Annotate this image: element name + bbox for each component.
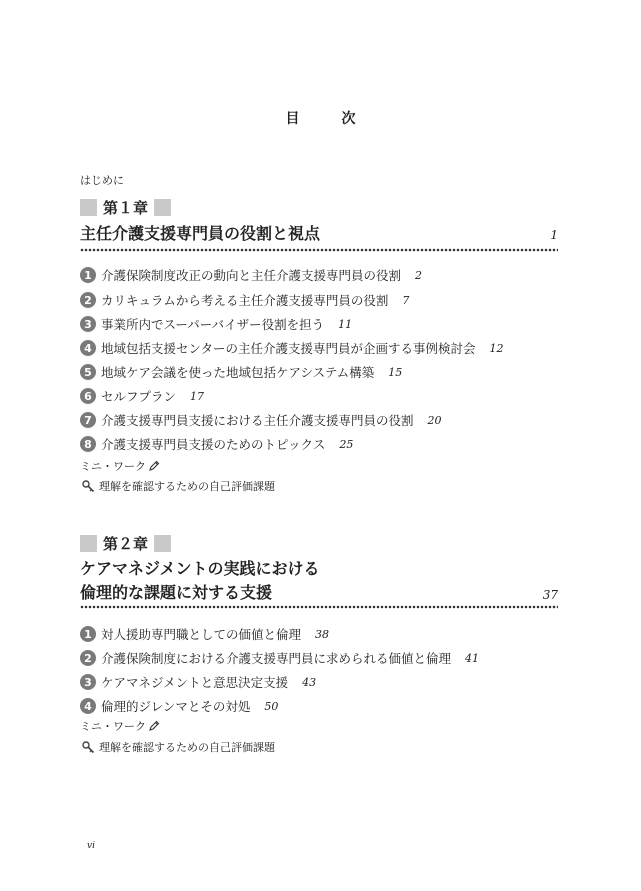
toc-entry[interactable]: [80, 624, 329, 644]
entry-page: 7: [402, 293, 410, 307]
entry-text: 対人援助専門職としての価値と倫理: [101, 627, 302, 642]
entry-page: 25: [339, 437, 354, 451]
number-badge: 4: [80, 340, 96, 356]
pencil-icon: [148, 460, 160, 472]
toc-entry[interactable]: [80, 410, 442, 430]
entry-text: 介護支援専門員支援のためのトピックス: [101, 437, 326, 452]
entry-page: 12: [489, 341, 504, 355]
key-icon: [82, 480, 95, 493]
number-badge: 2: [80, 292, 96, 308]
entry-page: 43: [302, 675, 317, 689]
chapter-1-title[interactable]: 主任介護支援専門員の役割と視点: [80, 224, 321, 243]
number-badge: 7: [80, 412, 96, 428]
number-badge: 5: [80, 364, 96, 380]
chapter-2-page: 37: [542, 588, 558, 602]
toc-entry[interactable]: [80, 290, 409, 310]
toc-entry[interactable]: [80, 362, 402, 382]
page-number: vi: [87, 841, 95, 851]
entry-page: 15: [388, 365, 403, 379]
entry-text: 介護保険制度改正の動向と主任介護支援専門員の役割: [101, 268, 402, 283]
mini-work-label: ミニ・ワーク: [80, 720, 146, 733]
number-badge: 1: [80, 626, 96, 642]
number-badge: 4: [80, 698, 96, 714]
key-icon: [82, 741, 95, 754]
number-badge: 2: [80, 650, 96, 666]
review-label: 理解を確認するための自己評価課題: [99, 741, 275, 754]
toc-entry[interactable]: [80, 386, 204, 406]
number-badge: 1: [80, 267, 96, 283]
toc-entry[interactable]: [80, 338, 504, 358]
mini-work-entry[interactable]: [80, 458, 160, 474]
entry-page: 41: [465, 651, 480, 665]
chapter-2-rule: [80, 605, 558, 609]
entry-page: 20: [427, 413, 442, 427]
entry-text: 介護支援専門員支援における主任介護支援専門員の役割: [101, 413, 414, 428]
entry-page: 11: [338, 317, 353, 331]
review-label: 理解を確認するための自己評価課題: [99, 480, 275, 493]
entry-text: 事業所内でスーパーバイザー役割を担う: [101, 317, 325, 332]
entry-text: 地域包括支援センターの主任介護支援専門員が企画する事例検討会: [101, 341, 476, 356]
chapter-1-number: 第１章: [103, 199, 149, 217]
review-entry[interactable]: [80, 478, 275, 494]
entry-page: 50: [264, 699, 279, 713]
label-box-right: [154, 535, 171, 552]
toc-entry[interactable]: [80, 314, 352, 334]
chapter-1-page: 1: [550, 228, 558, 242]
entry-page: 38: [315, 627, 330, 641]
entry-text: カリキュラムから考える主任介護支援専門員の役割: [101, 293, 389, 308]
chapter-2-title-line-2[interactable]: 倫理的な課題に対する支援: [80, 583, 273, 602]
entry-text: ケアマネジメントと意思決定支援: [101, 675, 289, 690]
chapter-2-title-line-1[interactable]: ケアマネジメントの実践における: [80, 559, 320, 578]
pencil-icon: [148, 720, 160, 732]
entry-text: 地域ケア会議を使った地域包括ケアシステム構築: [101, 365, 375, 380]
number-badge: 8: [80, 436, 96, 452]
entry-page: 2: [415, 268, 423, 282]
entry-text: 介護保険制度における介護支援専門員に求められる価値と倫理: [101, 651, 452, 666]
label-box-right: [154, 199, 171, 216]
intro-entry[interactable]: はじめに: [80, 174, 124, 187]
review-entry[interactable]: [80, 739, 275, 755]
number-badge: 3: [80, 674, 96, 690]
chapter-2-label: [80, 534, 171, 553]
number-badge: 6: [80, 388, 96, 404]
entry-page: 17: [190, 389, 205, 403]
label-box-left: [80, 199, 97, 216]
label-box-left: [80, 535, 97, 552]
toc-entry[interactable]: [80, 648, 479, 668]
mini-work-label: ミニ・ワーク: [80, 460, 146, 473]
page-title: 目 次: [285, 111, 370, 127]
number-badge: 3: [80, 316, 96, 332]
toc-entry[interactable]: [80, 696, 278, 716]
toc-entry[interactable]: [80, 434, 353, 454]
chapter-1-rule: [80, 248, 558, 252]
toc-entry[interactable]: [80, 265, 422, 285]
chapter-2-number: 第２章: [103, 535, 149, 553]
toc-entry[interactable]: [80, 672, 316, 692]
chapter-1-label: [80, 198, 171, 217]
mini-work-entry[interactable]: [80, 718, 160, 734]
entry-text: セルフプラン: [101, 389, 177, 404]
entry-text: 倫理的ジレンマとその対処: [101, 699, 251, 714]
